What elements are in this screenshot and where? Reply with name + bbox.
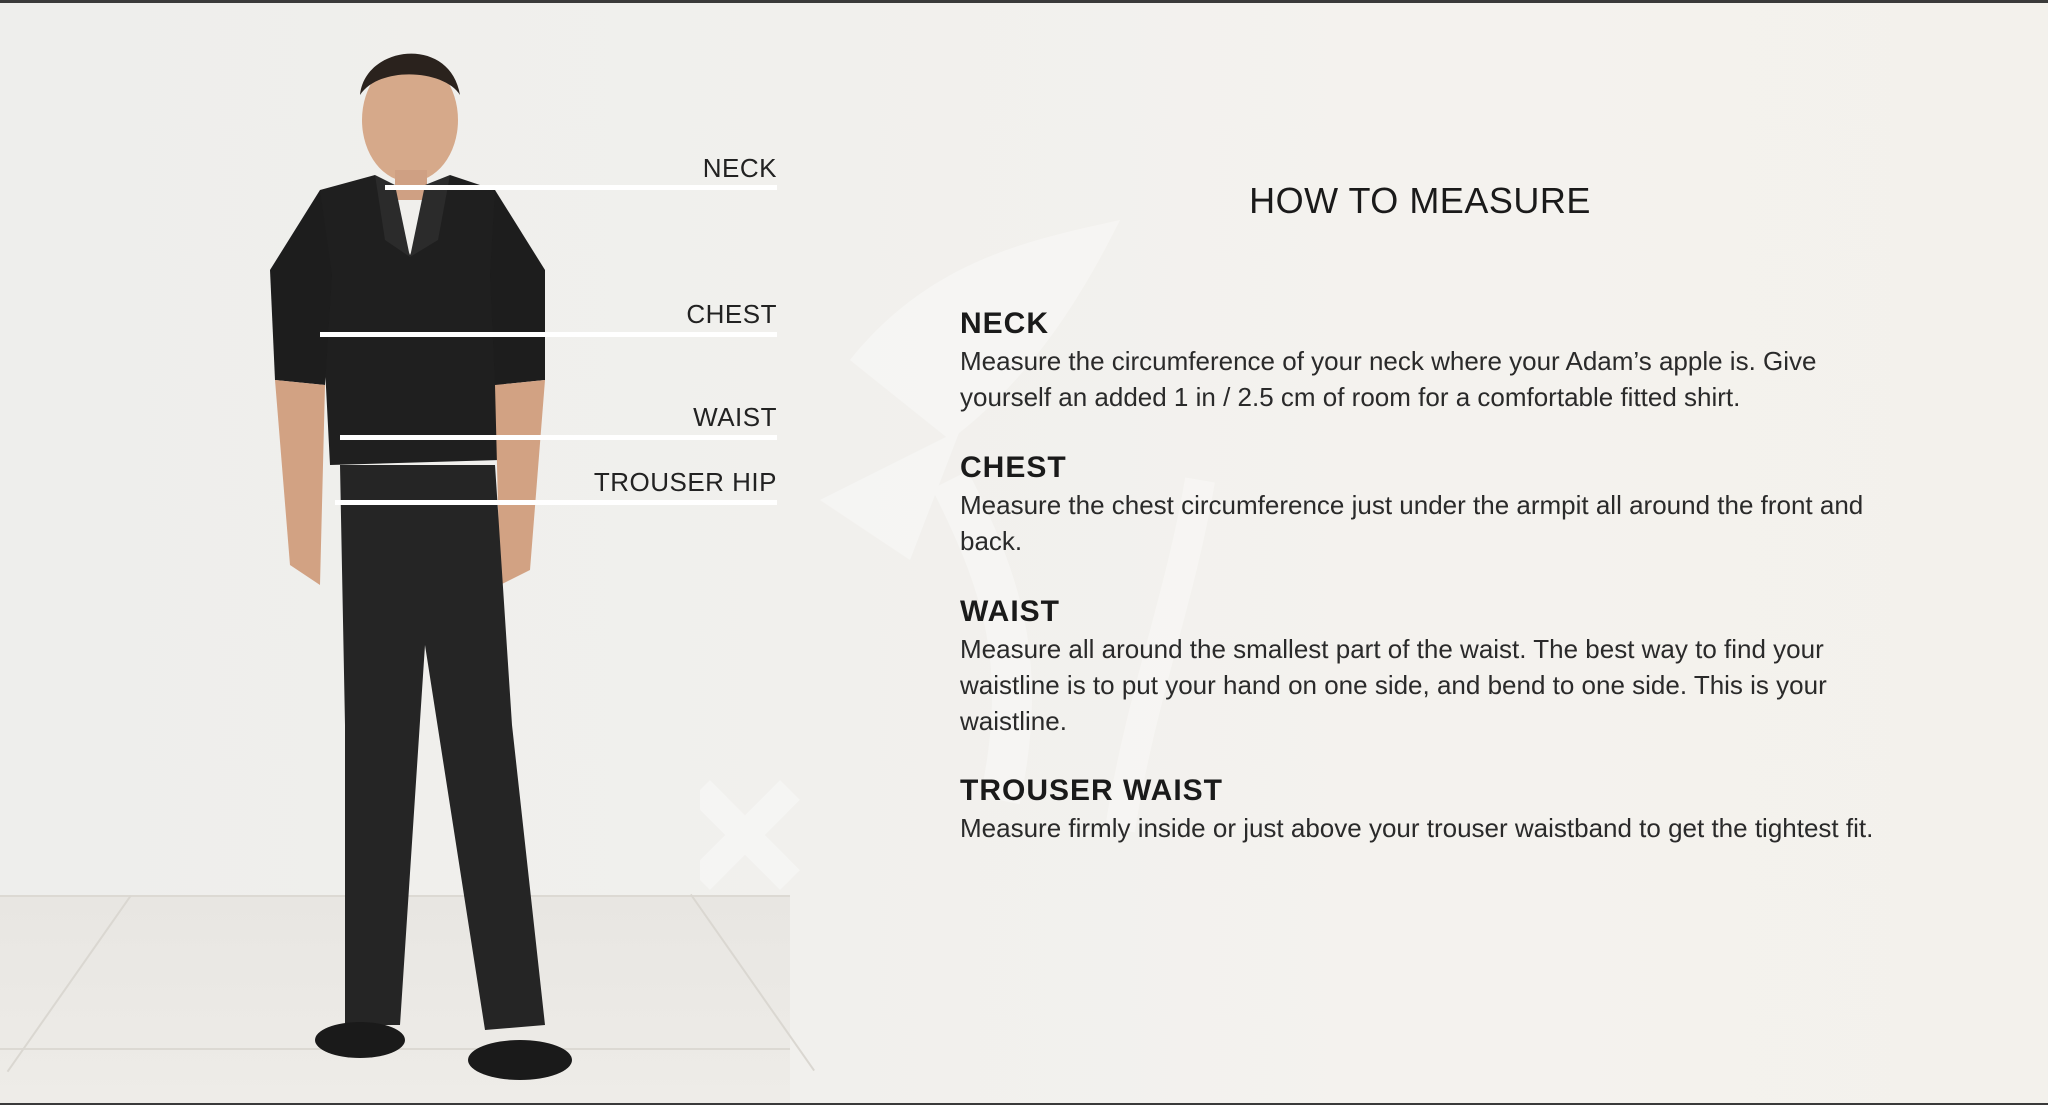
section-body: Measure firmly inside or just above your trouser waistband to get the tightest fit. xyxy=(960,813,1874,843)
section-title: WAIST xyxy=(960,595,1060,628)
section-title: NECK xyxy=(960,307,1050,340)
section-body: Measure all around the smallest part of the waist. The best way to find your waistline is to put your hand on one side, and bend to one side. This is your waistline. xyxy=(960,634,1827,736)
waist-measure-line xyxy=(340,435,777,440)
trouser-hip-measure-line xyxy=(335,500,777,505)
trouser-waist-section xyxy=(960,772,1900,846)
section-title: TROUSER WAIST xyxy=(960,774,1224,807)
neck-measure-line xyxy=(385,185,777,190)
page-title: HOW TO MEASURE xyxy=(1249,180,1591,221)
section-body: Measure the chest circumference just under the armpit all around the front and back. xyxy=(960,490,1864,556)
chest-section xyxy=(960,449,1900,559)
neck-label: NECK xyxy=(702,153,777,183)
waist-section xyxy=(960,593,1900,739)
trouser-hip-label: TROUSER HIP xyxy=(593,467,777,497)
chest-label: CHEST xyxy=(686,299,777,329)
section-body: Measure the circumference of your neck where your Adam’s apple is. Give yourself an added 1 in / 2.5 cm of room for a comfortable fitted shirt. xyxy=(960,346,1817,412)
chest-measure-line xyxy=(320,332,777,337)
neck-section xyxy=(960,305,1900,415)
waist-label: WAIST xyxy=(693,402,777,432)
top-border xyxy=(0,0,2048,3)
section-title: CHEST xyxy=(960,451,1067,484)
